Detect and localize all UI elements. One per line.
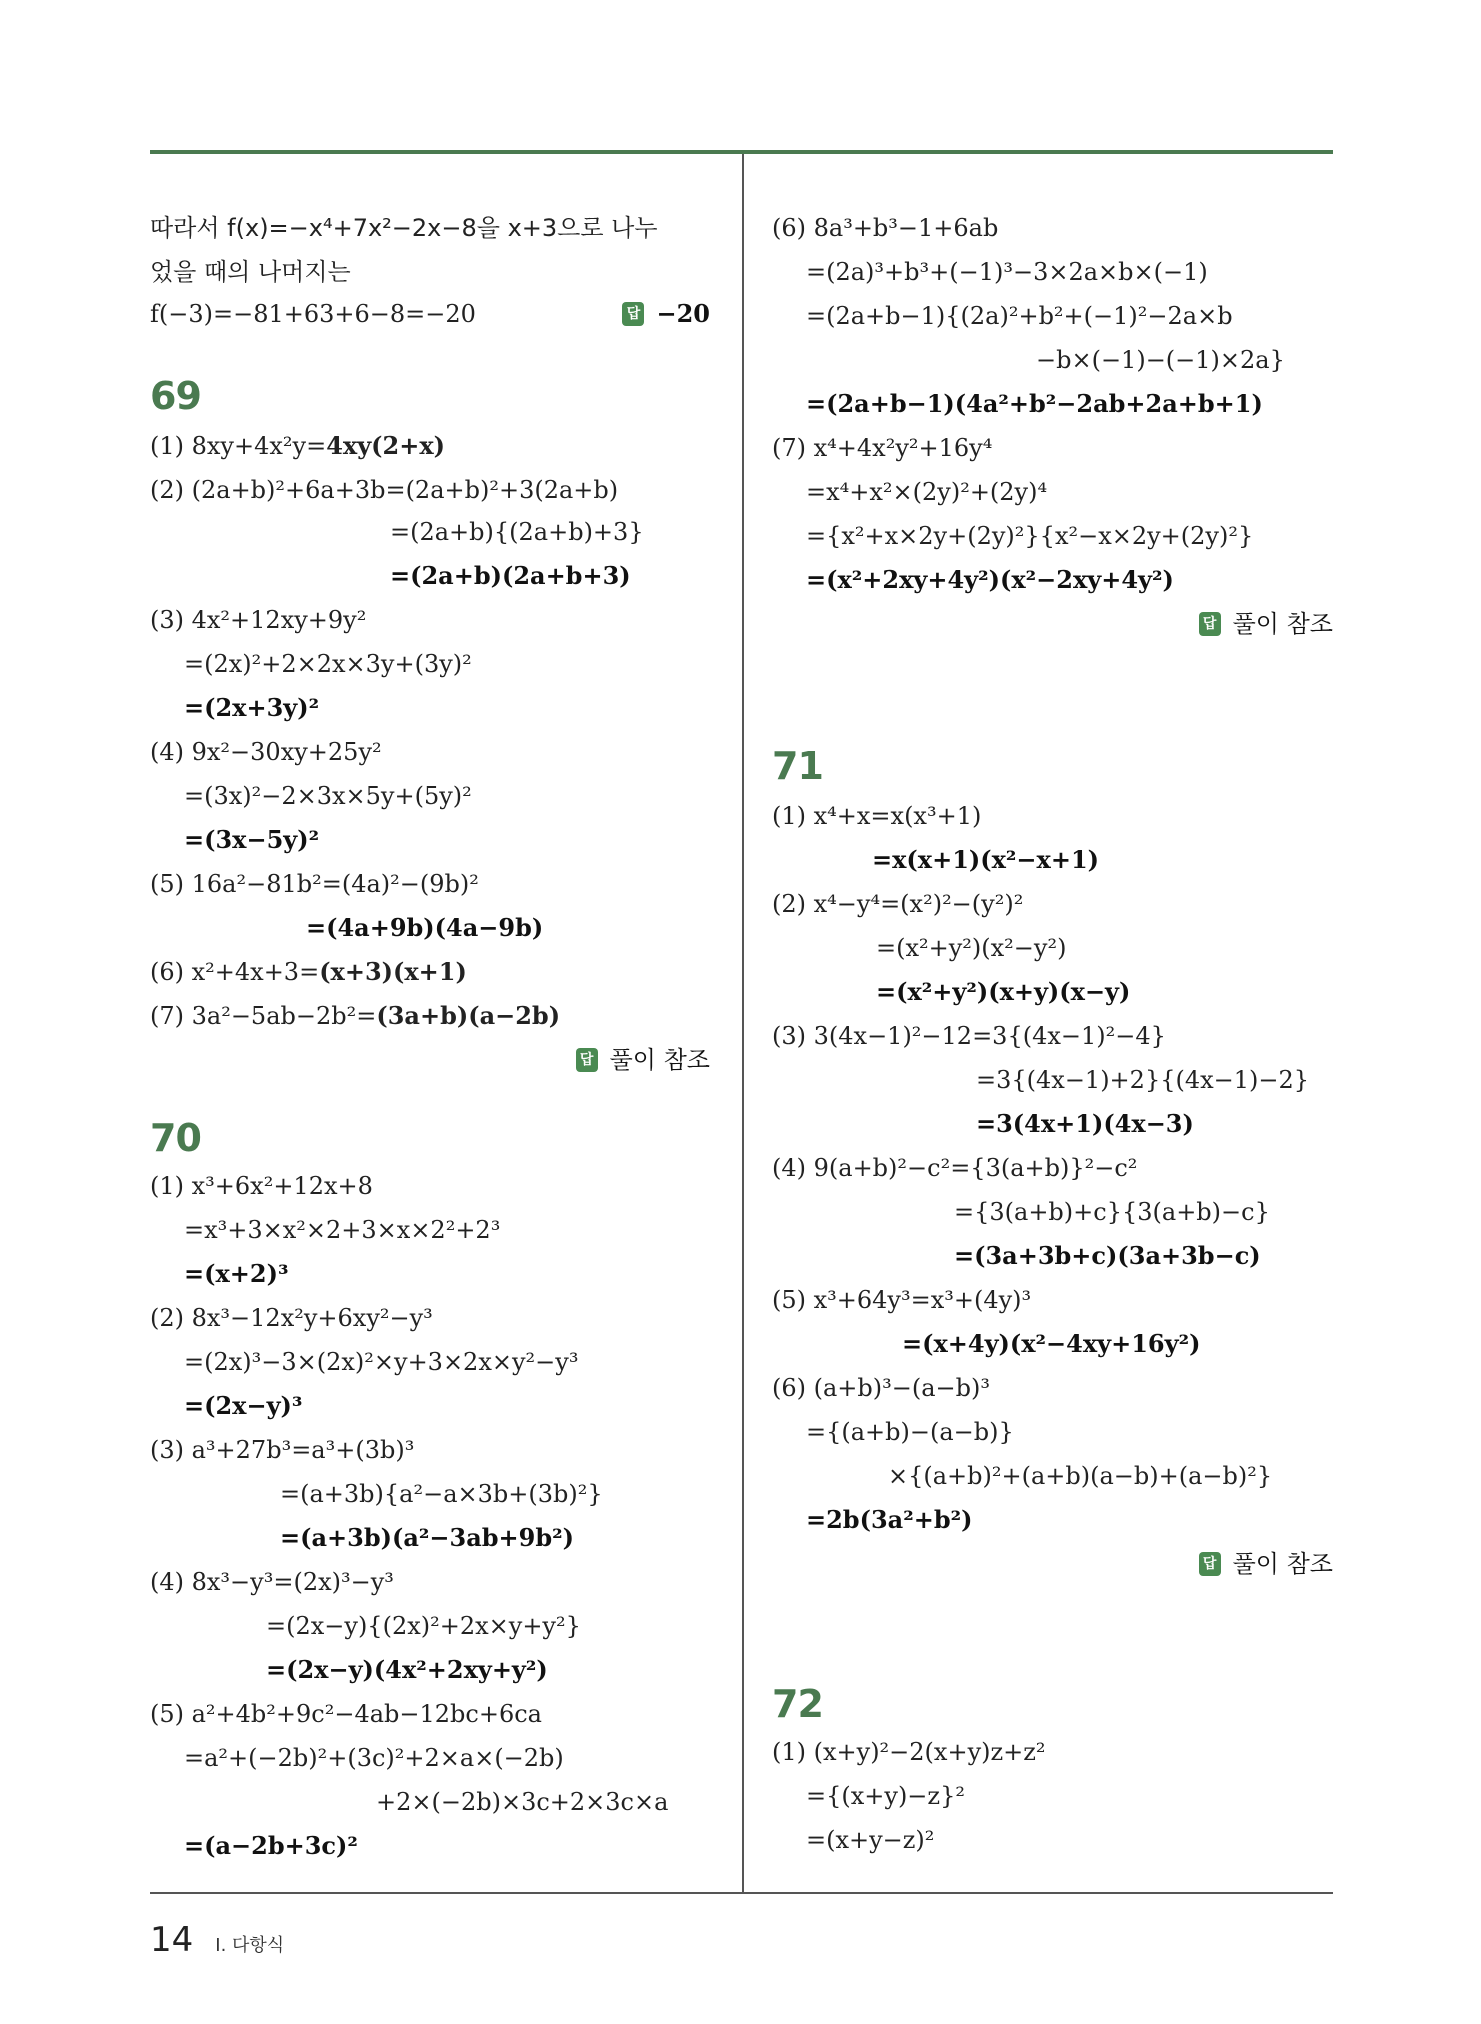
solution-line: =3{(4x−1)+2}{(4x−1)−2} bbox=[976, 1066, 1310, 1094]
answer-badge-icon: 답 bbox=[576, 1048, 598, 1072]
solution-line: =(2a+b−1){(2a)²+b²+(−1)²−2a×b bbox=[806, 302, 1233, 330]
solution-line: (4) 9(a+b)²−c²={3(a+b)}²−c² bbox=[772, 1154, 1138, 1182]
solution-line: =x(x+1)(x²−x+1) bbox=[872, 845, 1100, 874]
solution-line: (5) a²+4b²+9c²−4ab−12bc+6ca bbox=[150, 1700, 542, 1728]
solution-line: =(x+y−z)² bbox=[806, 1826, 935, 1854]
solution-line: =(2x−y)³ bbox=[184, 1391, 303, 1420]
solution-line: (1) x³+6x²+12x+8 bbox=[150, 1172, 373, 1200]
intro-answer bbox=[560, 298, 710, 330]
solution-line: ={x²+x×2y+(2y)²}{x²−x×2y+(2y)²} bbox=[806, 522, 1254, 550]
solution-line: =(3x)²−2×3x×5y+(5y)² bbox=[184, 782, 472, 810]
solution-line: =(4a+9b)(4a−9b) bbox=[306, 913, 544, 942]
solution-line: =x⁴+x²×(2y)²+(2y)⁴ bbox=[806, 478, 1048, 506]
solution-line: =a²+(−2b)²+(3c)²+2×a×(−2b) bbox=[184, 1744, 564, 1772]
solution-line: =3(4x+1)(4x−3) bbox=[976, 1109, 1194, 1138]
solution-line: (5) 16a²−81b²=(4a)²−(9b)² bbox=[150, 870, 479, 898]
answer-badge-icon: 답 bbox=[1199, 1552, 1221, 1576]
solution-line: ={3(a+b)+c}{3(a+b)−c} bbox=[954, 1198, 1270, 1226]
solution-line: +2×(−2b)×3c+2×3c×a bbox=[376, 1788, 669, 1816]
solution-line: =x³+3×x²×2+3×x×2²+2³ bbox=[184, 1216, 501, 1244]
answer-note: 답 풀이 참조 bbox=[520, 1044, 710, 1076]
solution-line: (1) x⁴+x=x(x³+1) bbox=[772, 802, 982, 830]
problem-number: 70 bbox=[150, 1116, 201, 1160]
solution-line: (1) 8xy+4x²y=4xy(2+x) bbox=[150, 431, 445, 460]
solution-line: (2) x⁴−y⁴=(x²)²−(y²)² bbox=[772, 890, 1024, 918]
answer-badge-icon: 답 bbox=[622, 302, 644, 326]
solution-line: =(2a+b−1)(4a²+b²−2ab+2a+b+1) bbox=[806, 389, 1263, 418]
solution-line: (2) 8x³−12x²y+6xy²−y³ bbox=[150, 1304, 433, 1332]
solution-line: (2) (2a+b)²+6a+3b=(2a+b)²+3(2a+b) bbox=[150, 476, 619, 504]
page-number: 14 bbox=[150, 1920, 194, 1960]
solution-line: ×{(a+b)²+(a+b)(a−b)+(a−b)²} bbox=[888, 1462, 1273, 1490]
solution-line: (6) (a+b)³−(a−b)³ bbox=[772, 1374, 990, 1402]
solution-line: (7) x⁴+4x²y²+16y⁴ bbox=[772, 434, 993, 462]
solution-line: (4) 8x³−y³=(2x)³−y³ bbox=[150, 1568, 394, 1596]
solution-line: −b×(−1)−(−1)×2a} bbox=[1036, 346, 1285, 374]
problem-number: 69 bbox=[150, 374, 201, 418]
solution-line: (4) 9x²−30xy+25y² bbox=[150, 738, 382, 766]
answer-badge-icon: 답 bbox=[1199, 612, 1221, 636]
page-footer bbox=[150, 1920, 284, 1964]
bottom-rule bbox=[150, 1892, 1333, 1894]
solution-line: (3) a³+27b³=a³+(3b)³ bbox=[150, 1436, 415, 1464]
answer-value: −20 bbox=[656, 299, 710, 328]
solution-line: =(2a+b){(2a+b)+3} bbox=[390, 518, 644, 546]
solution-line: ={(a+b)−(a−b)} bbox=[806, 1418, 1014, 1446]
solution-line: =(x+2)³ bbox=[184, 1259, 289, 1288]
solution-line: =(2a+b)(2a+b+3) bbox=[390, 561, 631, 590]
solution-line: =(x²+y²)(x+y)(x−y) bbox=[876, 977, 1131, 1006]
solution-line: =(2a)³+b³+(−1)³−3×2a×b×(−1) bbox=[806, 258, 1208, 286]
solution-line: =(2x−y)(4x²+2xy+y²) bbox=[266, 1655, 548, 1684]
solution-line: =(a−2b+3c)² bbox=[184, 1831, 358, 1860]
solution-line: (3) 4x²+12xy+9y² bbox=[150, 606, 367, 634]
column-divider bbox=[742, 154, 744, 1892]
solution-line: =(2x−y){(2x)²+2x×y+y²} bbox=[266, 1612, 581, 1640]
solution-line: =(x+4y)(x²−4xy+16y²) bbox=[902, 1329, 1201, 1358]
solution-line: =(2x)³−3×(2x)²×y+3×2x×y²−y³ bbox=[184, 1348, 579, 1376]
answer-note: 답 풀이 참조 bbox=[1140, 608, 1333, 640]
intro-line: f(−3)=−81+63+6−8=−20 bbox=[150, 300, 476, 328]
solution-line: (7) 3a²−5ab−2b²=(3a+b)(a−2b) bbox=[150, 1001, 561, 1030]
solution-line: (6) 8a³+b³−1+6ab bbox=[772, 214, 999, 242]
solution-line: ={(x+y)−z}² bbox=[806, 1782, 965, 1810]
problem-number: 72 bbox=[772, 1682, 823, 1726]
answer-note: 답 풀이 참조 bbox=[1140, 1548, 1333, 1580]
solution-line: =(2x+3y)² bbox=[184, 693, 320, 722]
solution-line: =(2x)²+2×2x×3y+(3y)² bbox=[184, 650, 472, 678]
solution-line: =(3a+3b+c)(3a+3b−c) bbox=[954, 1241, 1261, 1270]
intro-line: 었을 때의 나머지는 bbox=[150, 258, 351, 286]
chapter-title: Ⅰ. 다항식 bbox=[215, 1935, 285, 1956]
solution-line: =(a+3b)(a²−3ab+9b²) bbox=[280, 1523, 574, 1552]
solution-line: (1) (x+y)²−2(x+y)z+z² bbox=[772, 1738, 1046, 1766]
solution-line: =(x²+2xy+4y²)(x²−2xy+4y²) bbox=[806, 565, 1174, 594]
solution-line: =(a+3b){a²−a×3b+(3b)²} bbox=[280, 1480, 603, 1508]
solution-line: (6) x²+4x+3=(x+3)(x+1) bbox=[150, 957, 467, 986]
intro-line: 따라서 f(x)=−x⁴+7x²−2x−8을 x+3으로 나누 bbox=[150, 214, 658, 242]
solution-line: =2b(3a²+b²) bbox=[806, 1505, 973, 1534]
solution-line: =(x²+y²)(x²−y²) bbox=[876, 934, 1067, 962]
problem-number: 71 bbox=[772, 744, 823, 788]
solution-line: (5) x³+64y³=x³+(4y)³ bbox=[772, 1286, 1032, 1314]
solution-line: (3) 3(4x−1)²−12=3{(4x−1)²−4} bbox=[772, 1022, 1166, 1050]
solution-line: =(3x−5y)² bbox=[184, 825, 320, 854]
